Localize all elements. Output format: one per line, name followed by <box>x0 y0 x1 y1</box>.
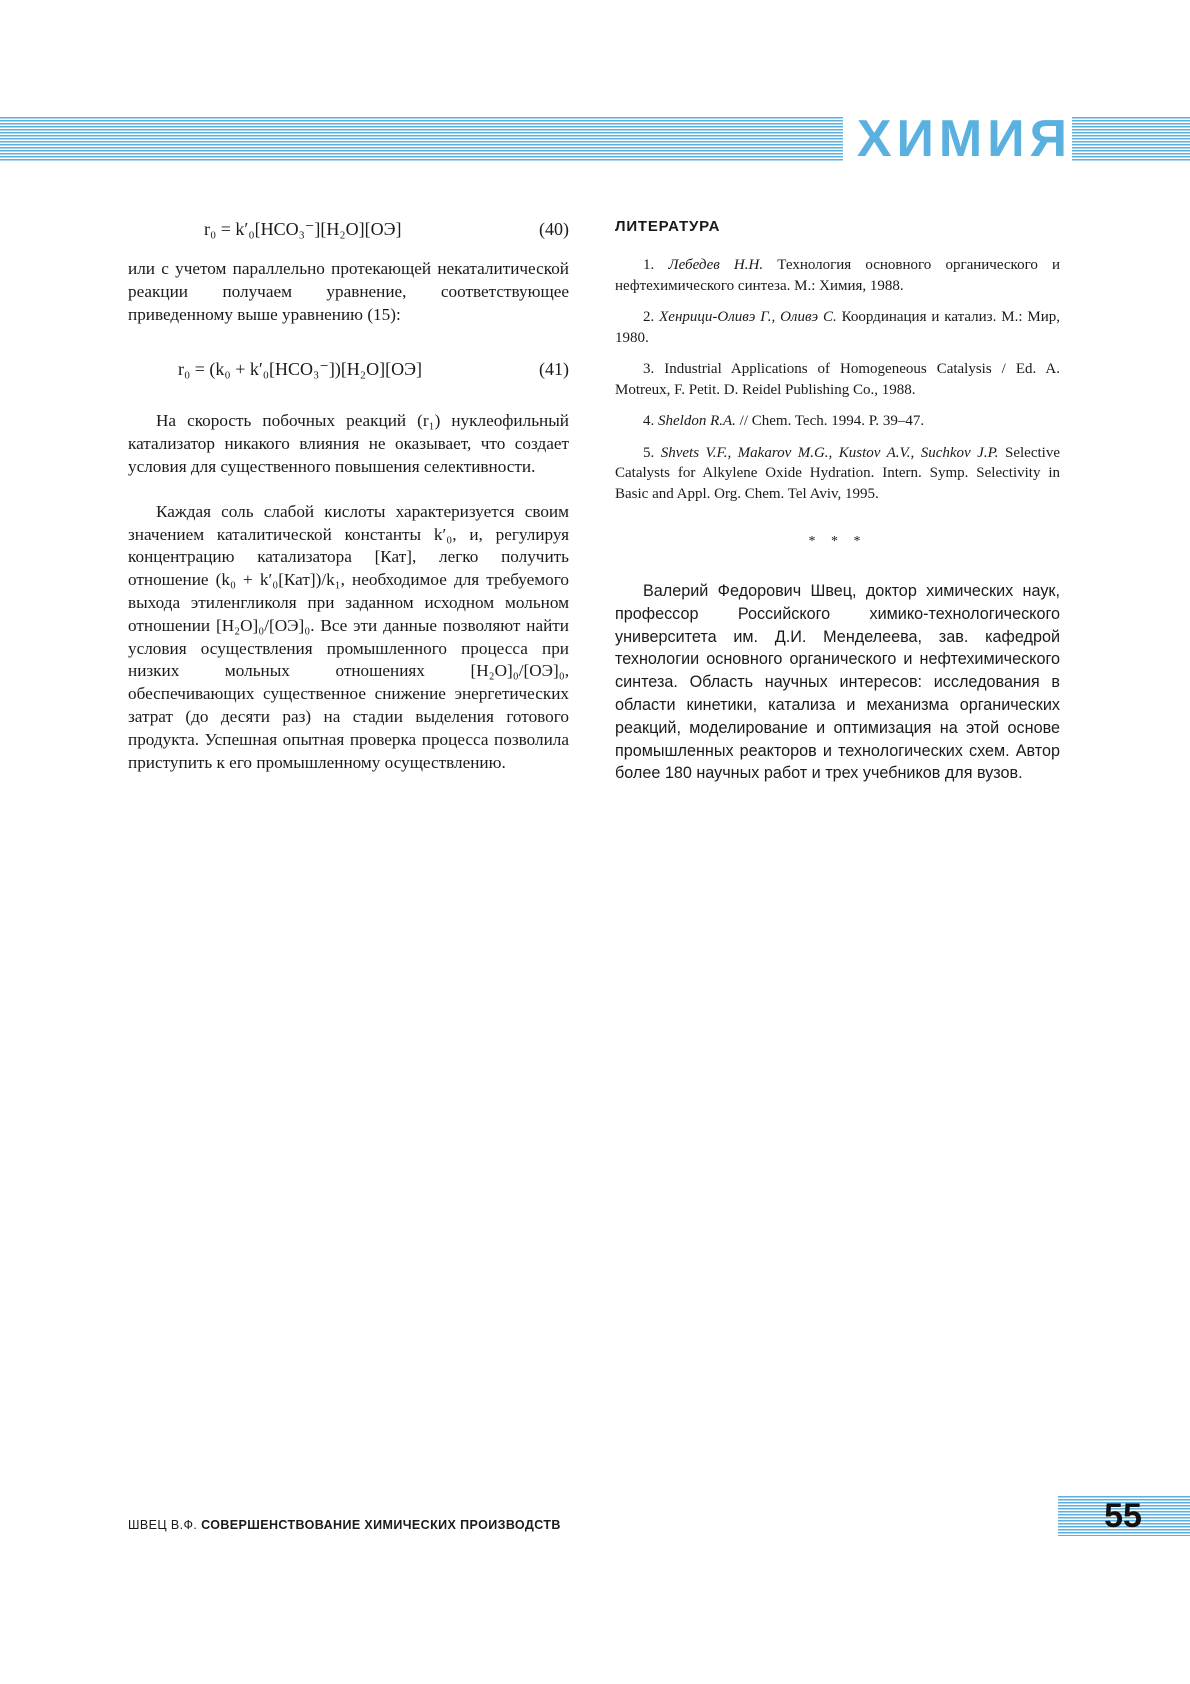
author-bio: Валерий Федорович Швец, доктор химических наук, профессор Российского химико-технологического университета им. Д.И. Менделеева, зав. кафедрой технологии основного органического и нефтехимического синтеза. Область научных интересов: исследования в области кинетики, катализа и механизма органических реакций, моделирование и оптимизация на этой основе промышленных реакторов и технологических схем. Автор более 180 научных работ и трех учебников для вузов. <box>615 582 1060 783</box>
equation-41-number: (41) <box>539 359 569 380</box>
equation-41 <box>128 354 569 384</box>
paragraph-3: Каждая соль слабой кислоты характеризуется своим значением каталитической константы k′₀, и, регулируя концентрацию катализатора [Кат], легко получить отношение (k₀ + k′₀[Кат])/k₁, необходимое для требуемого выхода этиленгликоля при заданном исходном мольном отношении [H₂O]₀/[ОЭ]₀. Все эти данные позволяют найти условия осуществления промышленного процесса при низких мольных отношениях [H₂O]₀/[ОЭ]₀, обеспечивающих существенное снижение энергетических затрат (до десяти раз) на стадии выделения готового продукта. Успешная опытная проверка процесса позволила приступить к его промышленному осуществлению. <box>128 501 569 772</box>
equation-41-expression: r₀ = (k₀ + k′₀[HCO₃⁻])[H₂O][ОЭ] <box>178 359 422 380</box>
right-column <box>615 214 1060 785</box>
equation-40-number: (40) <box>539 219 569 239</box>
equation-40-expression: r₀ = k′₀[HCO₃⁻][H₂O][ОЭ] <box>204 219 402 239</box>
left-column <box>128 214 569 774</box>
reference-item: 4. Sheldon R.A. // Chem. Tech. 1994. P. 39–47. <box>643 413 925 429</box>
reference-item: 2. Хенрици-Оливэ Г., Оливэ С. Координация и катализ. М.: Мир, 1980. <box>615 309 1060 346</box>
references-heading: ЛИТЕРАТУРА <box>615 218 721 235</box>
reference-item: 3. Industrial Applications of Homogeneous Catalysis / Ed. A. Motreux, F. Petit. D. Reidel Publishing Co., 1988. <box>615 361 1061 398</box>
reference-item: 5. Shvets V.F., Makarov M.G., Kustov A.V., Suchkov J.P. Selective Catalysts for Alkylene Oxide Hydration. Intern. Symp. Selectivity in Basic and Appl. Org. Chem. Tel Aviv, 1995. <box>615 444 1060 502</box>
reference-item: 1. Лебедев Н.Н. Технология основного органического и нефтехимического синтеза. М.: Химия, 1988. <box>615 257 1061 294</box>
equation-40 <box>128 214 569 244</box>
page-number: 55 <box>1104 1497 1142 1535</box>
paragraph-1: или с учетом параллельно протекающей некаталитической реакции получаем уравнение, соответствующее приведенному выше уравнению (15): <box>128 259 569 324</box>
footer-author: ШВЕЦ В.Ф. <box>128 1518 198 1532</box>
paragraph-2: На скорость побочных реакций (r₁) нуклеофильный катализатор никакого влияния не оказывает, что создает условия для существенного повышения селективности. <box>128 411 569 476</box>
section-separator: * * * <box>808 534 867 549</box>
running-footer <box>128 1518 561 1532</box>
section-title: ХИМИЯ <box>843 106 1072 172</box>
reference-list <box>615 255 1060 504</box>
footer-title: СОВЕРШЕНСТВОВАНИЕ ХИМИЧЕСКИХ ПРОИЗВОДСТВ <box>201 1518 561 1532</box>
